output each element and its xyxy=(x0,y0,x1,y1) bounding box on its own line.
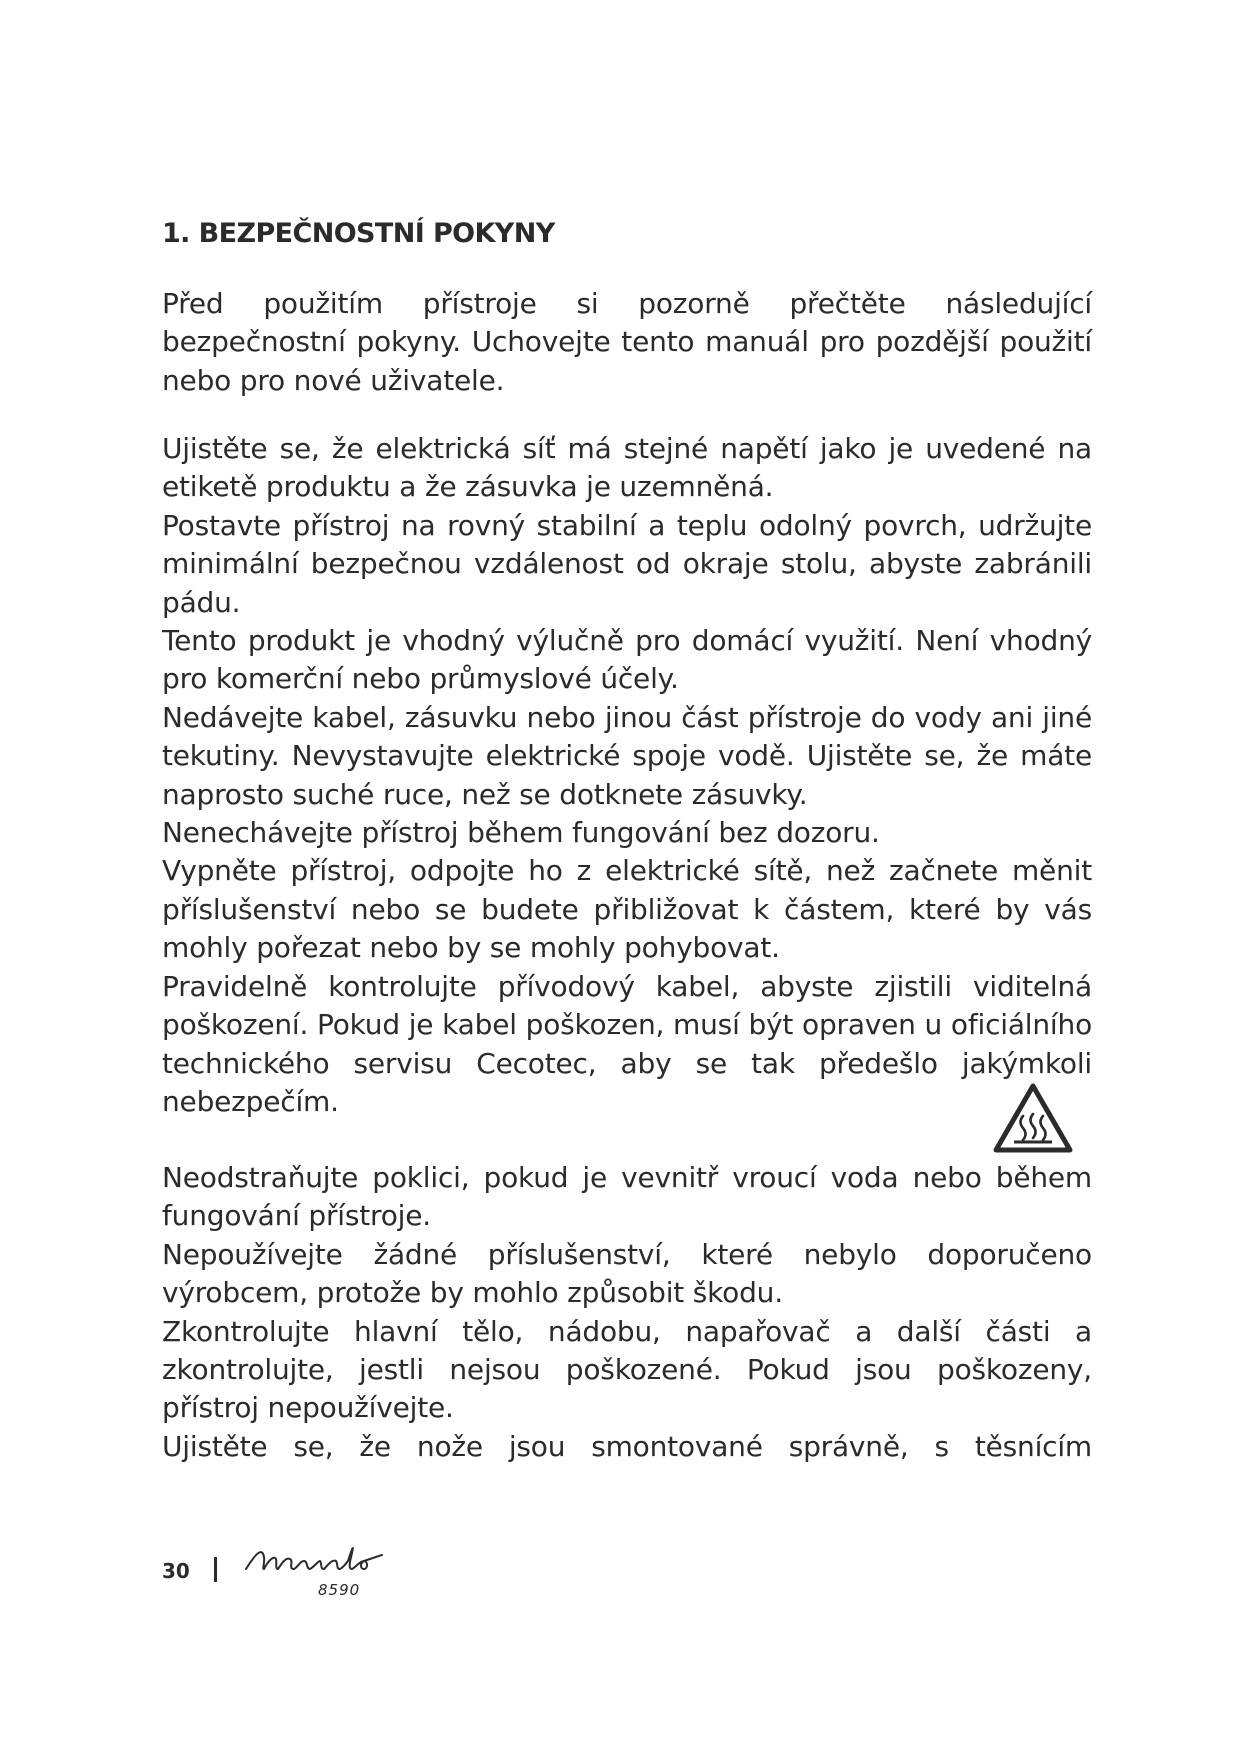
safety-instructions-continued xyxy=(162,1159,1092,1466)
section-heading: 1. BEZPEČNOSTNÍ POKYNY xyxy=(162,218,555,249)
instruction-paragraph: Tento produkt je vhodný výlučně pro domácí využití. Není vhodný pro komerční nebo průmyslové účely. xyxy=(162,624,1092,696)
instruction-paragraph: Pravidelně kontrolujte přívodový kabel, abyste zjistili viditelná poškození. Pokud je kabel poškozen, musí být opraven u oficiálního technického servisu Cecotec, aby se tak předešlo jakýmkoli nebezpečím. xyxy=(162,969,1092,1118)
intro-block xyxy=(162,285,1092,400)
footer-divider xyxy=(214,1557,217,1582)
instruction-paragraph: Ujistěte se, že elektrická síť má stejné napětí jako je uvedené na etiketě produktu a že zásuvka je uzemněná. xyxy=(162,432,1092,504)
mambo-logo-icon xyxy=(242,1539,392,1585)
safety-instructions xyxy=(162,430,1092,1121)
brand-model-number: 8590 xyxy=(318,1581,361,1599)
instruction-paragraph: Nedávejte kabel, zásuvku nebo jinou část přístroje do vody ani jiné tekutiny. Nevystavujte elektrické spoje vodě. Ujistěte se, že máte naprosto suché ruce, než se dotknete zásuvky. xyxy=(162,700,1092,811)
page-footer xyxy=(162,1555,422,1615)
instruction-paragraph: Nepoužívejte žádné příslušenství, které nebylo doporučeno výrobcem, protože by mohlo způsobit škodu. xyxy=(162,1237,1092,1310)
hot-surface-warning-icon xyxy=(992,1082,1074,1154)
instruction-paragraph: Ujistěte se, že nože jsou smontované správně, s těsnícím xyxy=(162,1429,1092,1463)
instruction-paragraph: Vypněte přístroj, odpojte ho z elektrické sítě, než začnete měnit příslušenství nebo se budete přibližovat k částem, které by vás mohly pořezat nebo by se mohly pohybovat. xyxy=(162,854,1092,965)
page-number: 30 xyxy=(162,1559,190,1583)
instruction-paragraph: Postavte přístroj na rovný stabilní a teplu odolný povrch, udržujte minimální bezpečnou vzdálenost od okraje stolu, abyste zabránili pádu. xyxy=(162,508,1092,619)
instruction-paragraph: Zkontrolujte hlavní tělo, nádobu, napařovač a další části a zkontrolujte, jestli nejsou poškozené. Pokud jsou poškozeny, přístroj nepoužívejte. xyxy=(162,1314,1092,1425)
instruction-paragraph: Nenechávejte přístroj během fungování bez dozoru. xyxy=(162,816,880,850)
instruction-paragraph: Neodstraňujte poklici, pokud je vevnitř vroucí voda nebo během fungování přístroje. xyxy=(162,1161,1092,1233)
intro-paragraph: Před použitím přístroje si pozorně přečtěte následující bezpečnostní pokyny. Uchovejte tento manuál pro pozdější použití nebo pro nové uživatele. xyxy=(162,287,1092,397)
